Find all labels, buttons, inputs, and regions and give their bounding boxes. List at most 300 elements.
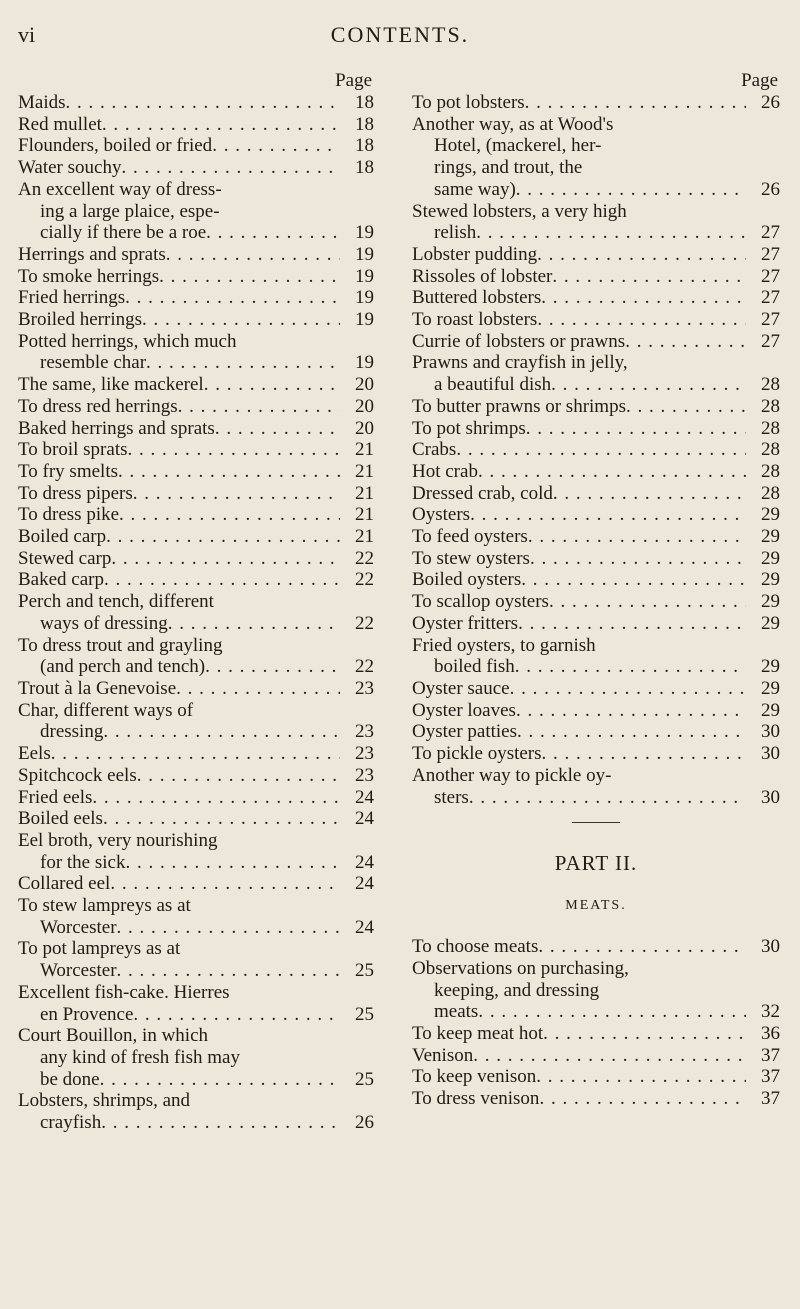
- right-column: [412, 70, 780, 1110]
- toc-entry-text: To keep meat hot: [412, 1023, 544, 1045]
- toc-entry: [18, 483, 374, 505]
- toc-entry-text: To dress pipers: [18, 482, 133, 504]
- toc-entry-text: Another way to pickle oy-: [412, 764, 612, 786]
- dot-leader: [176, 678, 340, 700]
- toc-entry-page: 28: [761, 460, 780, 482]
- left-column: [18, 70, 374, 1134]
- toc-entry-page: 18: [355, 92, 374, 113]
- toc-entry-page: 27: [761, 309, 780, 331]
- page-title: CONTENTS.: [330, 22, 470, 47]
- toc-entry-page: 23: [355, 764, 374, 786]
- toc-entry-text: Stewed lobsters, a very high: [412, 200, 627, 222]
- toc-entry-page: 28: [761, 417, 780, 439]
- toc-entry-text: To keep venison: [412, 1066, 537, 1088]
- toc-entry-text: Collared eel: [18, 873, 111, 895]
- toc-entry: [18, 895, 374, 938]
- toc-entry-page: 27: [761, 222, 780, 244]
- toc-entry: [412, 936, 780, 958]
- toc-entry-page: 29: [761, 699, 780, 721]
- toc-entry-text: To stew lampreys as at: [18, 895, 191, 917]
- toc-entry-text: Perch and tench, different: [18, 591, 214, 613]
- dot-leader: [470, 504, 746, 526]
- toc-entry-page: 27: [761, 330, 780, 352]
- toc-entry: [412, 678, 780, 700]
- toc-entry-text: for the sick: [40, 851, 126, 873]
- toc-entry-page: 28: [761, 395, 780, 417]
- toc-entry-page: 36: [761, 1023, 780, 1045]
- toc-entry-text: Oyster sauce: [412, 677, 510, 699]
- toc-entry-text: Boiled oysters: [412, 569, 522, 591]
- toc-entry-text: Excellent fish-cake. Hierres: [18, 981, 230, 1003]
- divider: [572, 822, 620, 823]
- dot-leader: [121, 157, 340, 179]
- toc-entry-text: Eels: [18, 743, 51, 765]
- toc-entry-page: 23: [355, 743, 374, 765]
- toc-entry: [18, 396, 374, 418]
- toc-entry: [18, 569, 374, 591]
- toc-entry-page: 32: [761, 1001, 780, 1023]
- page-column-label: Page: [335, 70, 372, 91]
- toc-entry-text: Oysters: [412, 504, 471, 526]
- toc-entry-page: 30: [761, 721, 780, 743]
- toc-entry-text: To roast lobsters: [412, 309, 538, 331]
- toc-entry-page: 19: [355, 309, 374, 331]
- dot-leader: [552, 266, 746, 288]
- dot-leader: [100, 1069, 340, 1091]
- toc-entry-page: 27: [761, 243, 780, 265]
- toc-entry: [18, 830, 374, 873]
- dot-leader: [526, 418, 746, 440]
- toc-entry-page: 19: [355, 287, 374, 309]
- toc-entry-page: 20: [355, 395, 374, 417]
- toc-entry-page: 19: [355, 265, 374, 287]
- toc-entry: [18, 266, 374, 288]
- toc-entry: [412, 352, 780, 395]
- dot-leader: [206, 222, 340, 244]
- toc-entry-page: 30: [761, 743, 780, 765]
- toc-entry-text: sters: [434, 786, 469, 808]
- toc-entry: [412, 483, 780, 505]
- toc-entry-text: Fried eels: [18, 786, 93, 808]
- toc-entry: [412, 201, 780, 244]
- toc-entry-page: 19: [355, 352, 374, 374]
- toc-entry-page: 24: [355, 808, 374, 830]
- toc-entry: [18, 678, 374, 700]
- dot-leader: [104, 569, 340, 591]
- toc-entry-text: To dress venison: [412, 1088, 540, 1110]
- toc-entry: [18, 309, 374, 331]
- toc-entry: [412, 1088, 780, 1110]
- dot-leader: [159, 266, 340, 288]
- toc-entry: [18, 114, 374, 136]
- toc-entry-text: dressing: [40, 721, 104, 743]
- toc-entry-page: 20: [355, 374, 374, 396]
- dot-leader: [119, 504, 340, 526]
- toc-entry-text: To pot lobsters: [412, 92, 525, 113]
- toc-entry: [18, 938, 374, 981]
- dot-leader: [536, 1066, 746, 1088]
- toc-entry-text: same way): [434, 178, 516, 200]
- toc-entry: [412, 287, 780, 309]
- toc-entry: [412, 526, 780, 548]
- dot-leader: [204, 374, 340, 396]
- dot-leader: [215, 418, 340, 440]
- part-heading: PART II.: [554, 851, 638, 876]
- toc-entry-page: 21: [355, 460, 374, 482]
- toc-entry-page: 30: [761, 936, 780, 958]
- dot-leader: [133, 483, 340, 505]
- toc-entry-text: any kind of fresh fish may: [40, 1046, 240, 1068]
- dot-leader: [101, 1112, 340, 1134]
- section-heading: MEATS.: [565, 898, 627, 914]
- dot-leader: [205, 656, 340, 678]
- toc-entry-page: 22: [355, 612, 374, 634]
- toc-entry-text: Hotel, (mackerel, her-: [434, 135, 602, 157]
- toc-entry-text: Crabs: [412, 439, 457, 461]
- toc-entry-page: 25: [355, 960, 374, 982]
- toc-entry-page: 29: [761, 656, 780, 678]
- toc-entry-page: 29: [761, 547, 780, 569]
- toc-entry-page: 20: [355, 417, 374, 439]
- toc-entry-page: 21: [355, 482, 374, 504]
- toc-entry: [18, 157, 374, 179]
- toc-entry-page: 21: [355, 439, 374, 461]
- toc-entry-text: relish: [434, 222, 477, 244]
- dot-leader: [626, 396, 746, 418]
- dot-leader: [66, 92, 341, 114]
- dot-leader: [168, 613, 340, 635]
- toc-entry: [18, 179, 374, 244]
- toc-entry: [18, 765, 374, 787]
- toc-entry-text: To dress red herrings: [18, 395, 178, 417]
- toc-entry: [412, 1023, 780, 1045]
- toc-entry: [412, 396, 780, 418]
- toc-entry: [412, 700, 780, 722]
- toc-entry-text: Fried oysters, to garnish: [412, 634, 596, 656]
- toc-entry: [18, 1025, 374, 1090]
- dot-leader: [549, 591, 746, 613]
- dot-leader: [103, 808, 340, 830]
- toc-entry-page: 37: [761, 1066, 780, 1088]
- toc-entry-page: 21: [355, 526, 374, 548]
- toc-entry-page: 18: [355, 157, 374, 179]
- toc-entry: [412, 765, 780, 808]
- toc-entry: [18, 700, 374, 743]
- toc-entry-text: Stewed carp: [18, 547, 112, 569]
- toc-entry-page: 23: [355, 721, 374, 743]
- toc-entry-page: 25: [355, 1003, 374, 1025]
- dot-leader: [133, 1004, 340, 1026]
- dot-leader: [166, 244, 340, 266]
- toc-entry: [412, 461, 780, 483]
- page-number: vi: [18, 22, 36, 47]
- toc-entry-text: rings, and trout, the: [434, 157, 583, 179]
- dot-leader: [178, 396, 340, 418]
- dot-leader: [102, 114, 340, 136]
- toc-entry-page: 29: [761, 677, 780, 699]
- toc-entry-text: Prawns and crayfish in jelly,: [412, 352, 628, 374]
- toc-entry-page: 29: [761, 612, 780, 634]
- toc-entry-page: 37: [761, 1044, 780, 1066]
- toc-entry: [18, 92, 374, 114]
- dot-leader: [51, 743, 340, 765]
- toc-entry-text: Rissoles of lobster: [412, 265, 553, 287]
- toc-entry-text: The same, like mackerel: [18, 374, 204, 396]
- toc-entry: [18, 548, 374, 570]
- toc-entry: [18, 591, 374, 634]
- toc-entry: [18, 331, 374, 374]
- toc-entry-page: 19: [355, 222, 374, 244]
- toc-entry-text: crayfish: [40, 1112, 102, 1134]
- toc-entry: [412, 635, 780, 678]
- toc-entry: [18, 504, 374, 526]
- toc-entry-page: 24: [355, 873, 374, 895]
- toc-entry-text: Hot crab: [412, 460, 478, 482]
- toc-entry-page: 37: [761, 1088, 780, 1110]
- dot-leader: [212, 135, 340, 157]
- page-header: [0, 22, 800, 52]
- toc-entry: [412, 114, 780, 201]
- toc-entry: [412, 418, 780, 440]
- toc-entry: [412, 721, 780, 743]
- toc-entry: [18, 743, 374, 765]
- dot-leader: [456, 439, 746, 461]
- toc-entry-text: Char, different ways of: [18, 699, 194, 721]
- toc-entry: [412, 1045, 780, 1067]
- dot-leader: [110, 873, 340, 895]
- toc-entry-text: Court Bouillon, in which: [18, 1025, 208, 1047]
- dot-leader: [117, 960, 340, 982]
- toc-entry-text: Worcester: [40, 960, 117, 982]
- toc-entry: [18, 418, 374, 440]
- dot-leader: [117, 917, 340, 939]
- toc-entry-text: ing a large plaice, espe-: [40, 200, 220, 222]
- toc-entry-page: 26: [761, 92, 780, 113]
- toc-entry: [18, 244, 374, 266]
- dot-leader: [538, 936, 746, 958]
- toc-entry-page: 30: [761, 786, 780, 808]
- toc-entry-text: Spitchcock eels: [18, 764, 137, 786]
- toc-entry-text: To dress trout and grayling: [18, 634, 223, 656]
- toc-entry: [412, 569, 780, 591]
- toc-list: [18, 92, 374, 1134]
- dot-leader: [516, 700, 746, 722]
- toc-entry-page: 23: [355, 677, 374, 699]
- dot-leader: [125, 852, 340, 874]
- dot-leader: [551, 374, 746, 396]
- dot-leader: [510, 678, 746, 700]
- toc-entry-text: Dressed crab, cold: [412, 482, 553, 504]
- toc-entry: [18, 526, 374, 548]
- toc-entry: [412, 244, 780, 266]
- toc-entry-text: To pot lampreys as at: [18, 938, 181, 960]
- toc-entry: [18, 982, 374, 1025]
- toc-entry-text: ways of dressing: [40, 612, 168, 634]
- dot-leader: [553, 483, 746, 505]
- toc-entry-page: 29: [761, 569, 780, 591]
- toc-entry-text: en Provence: [40, 1003, 134, 1025]
- dot-leader: [541, 287, 746, 309]
- toc-entry-text: Boiled eels: [18, 808, 103, 830]
- toc-entry: [412, 958, 780, 1023]
- toc-list: [412, 92, 780, 808]
- page-column-label: Page: [741, 70, 778, 91]
- toc-entry-page: 24: [355, 786, 374, 808]
- toc-entry-text: Herrings and sprats: [18, 243, 166, 265]
- toc-entry-text: a beautiful dish: [434, 374, 552, 396]
- dot-leader: [515, 656, 746, 678]
- toc-entry-text: To feed oysters: [412, 526, 528, 548]
- toc-list: [412, 936, 780, 1110]
- dot-leader: [543, 1023, 746, 1045]
- toc-entry: [412, 504, 780, 526]
- toc-entry-page: 29: [761, 591, 780, 613]
- toc-entry-text: To broil sprats: [18, 439, 128, 461]
- toc-entry-text: cially if there be a roe: [40, 222, 207, 244]
- toc-entry-text: Oyster fritters: [412, 612, 519, 634]
- dot-leader: [128, 439, 341, 461]
- toc-entry-text: Fried herrings: [18, 287, 126, 309]
- toc-entry-text: To stew oysters: [412, 547, 530, 569]
- dot-leader: [118, 461, 340, 483]
- dot-leader: [476, 222, 746, 244]
- toc-entry: [412, 331, 780, 353]
- toc-entry-page: 28: [761, 374, 780, 396]
- toc-entry: [412, 591, 780, 613]
- toc-entry-text: Boiled carp: [18, 526, 107, 548]
- toc-entry-text: Buttered lobsters: [412, 287, 542, 309]
- toc-entry-text: Broiled herrings: [18, 309, 143, 331]
- toc-entry: [18, 808, 374, 830]
- toc-entry-page: 18: [355, 113, 374, 135]
- toc-entry-page: 24: [355, 851, 374, 873]
- dot-leader: [469, 787, 746, 809]
- toc-entry: [18, 635, 374, 678]
- toc-entry-page: 26: [761, 178, 780, 200]
- toc-entry: [18, 135, 374, 157]
- toc-entry: [18, 374, 374, 396]
- dot-leader: [537, 244, 746, 266]
- toc-entry-page: 27: [761, 287, 780, 309]
- toc-entry-page: 22: [355, 547, 374, 569]
- toc-entry-text: Red mullet: [18, 113, 102, 135]
- toc-entry: [412, 439, 780, 461]
- toc-entry: [18, 1090, 374, 1133]
- toc-entry-text: An excellent way of dress-: [18, 178, 222, 200]
- toc-entry-text: Lobster pudding: [412, 243, 538, 265]
- dot-leader: [530, 548, 746, 570]
- dot-leader: [525, 92, 746, 114]
- toc-entry-text: Water souchy: [18, 157, 122, 179]
- dot-leader: [521, 569, 746, 591]
- dot-leader: [103, 721, 340, 743]
- dot-leader: [137, 765, 340, 787]
- toc-entry-text: Venison: [412, 1044, 474, 1066]
- toc-entry: [18, 287, 374, 309]
- dot-leader: [92, 787, 340, 809]
- toc-entry: [18, 439, 374, 461]
- toc-entry-page: 29: [761, 504, 780, 526]
- toc-entry-text: Baked carp: [18, 569, 104, 591]
- toc-entry-text: be done: [40, 1068, 100, 1090]
- toc-entry-text: Baked herrings and sprats: [18, 417, 215, 439]
- toc-entry-text: (and perch and tench): [40, 656, 206, 678]
- toc-entry-text: Maids: [18, 92, 66, 113]
- dot-leader: [473, 1045, 746, 1067]
- dot-leader: [478, 461, 746, 483]
- toc-entry-page: 29: [761, 526, 780, 548]
- toc-entry-text: resemble char: [40, 352, 147, 374]
- toc-entry-text: To smoke herrings: [18, 265, 160, 287]
- toc-entry-text: To butter prawns or shrimps: [412, 395, 626, 417]
- dot-leader: [539, 1088, 746, 1110]
- toc-entry-page: 26: [355, 1112, 374, 1134]
- toc-entry: [412, 92, 780, 114]
- dot-leader: [516, 179, 746, 201]
- toc-entry: [412, 266, 780, 288]
- toc-entry-page: 28: [761, 439, 780, 461]
- toc-entry-text: Currie of lobsters or prawns: [412, 330, 626, 352]
- toc-entry-text: Worcester: [40, 916, 117, 938]
- toc-entry-page: 22: [355, 656, 374, 678]
- dot-leader: [537, 309, 746, 331]
- toc-entry: [18, 787, 374, 809]
- toc-entry-text: meats: [434, 1001, 479, 1023]
- toc-entry-text: Oyster loaves: [412, 699, 516, 721]
- toc-entry-text: Potted herrings, which much: [18, 330, 237, 352]
- toc-entry-text: Eel broth, very nourishing: [18, 829, 218, 851]
- dot-leader: [542, 743, 746, 765]
- toc-entry-text: To dress pike: [18, 504, 120, 526]
- toc-entry: [412, 1066, 780, 1088]
- dot-leader: [625, 331, 746, 353]
- toc-entry-text: keeping, and dressing: [434, 979, 600, 1001]
- toc-entry-text: To fry smelts: [18, 460, 118, 482]
- toc-entry-text: Oyster patties: [412, 721, 518, 743]
- dot-leader: [146, 352, 340, 374]
- toc-entry-text: boiled fish: [434, 656, 515, 678]
- dot-leader: [111, 548, 340, 570]
- toc-entry-page: 21: [355, 504, 374, 526]
- toc-entry: [412, 613, 780, 635]
- toc-entry-page: 18: [355, 135, 374, 157]
- toc-entry-text: Trout à la Genevoise: [18, 677, 177, 699]
- toc-entry-text: Lobsters, shrimps, and: [18, 1090, 191, 1112]
- toc-entry: [412, 309, 780, 331]
- toc-entry-text: Flounders, boiled or fried: [18, 135, 213, 157]
- toc-entry-text: To pickle oysters: [412, 743, 542, 765]
- toc-entry-text: Another way, as at Wood's: [412, 113, 614, 135]
- toc-entry: [18, 461, 374, 483]
- toc-entry-text: Observations on purchasing,: [412, 957, 629, 979]
- toc-entry-page: 22: [355, 569, 374, 591]
- dot-leader: [518, 613, 746, 635]
- toc-entry-page: 28: [761, 482, 780, 504]
- toc-entry: [18, 873, 374, 895]
- toc-entry-text: To pot shrimps: [412, 417, 526, 439]
- toc-entry-page: 19: [355, 243, 374, 265]
- dot-leader: [478, 1001, 746, 1023]
- toc-entry-text: To scallop oysters: [412, 591, 549, 613]
- toc-entry-page: 25: [355, 1068, 374, 1090]
- dot-leader: [106, 526, 340, 548]
- toc-entry: [412, 743, 780, 765]
- dot-leader: [517, 721, 746, 743]
- toc-entry: [412, 548, 780, 570]
- dot-leader: [125, 287, 340, 309]
- toc-entry-page: 24: [355, 916, 374, 938]
- dot-leader: [528, 526, 746, 548]
